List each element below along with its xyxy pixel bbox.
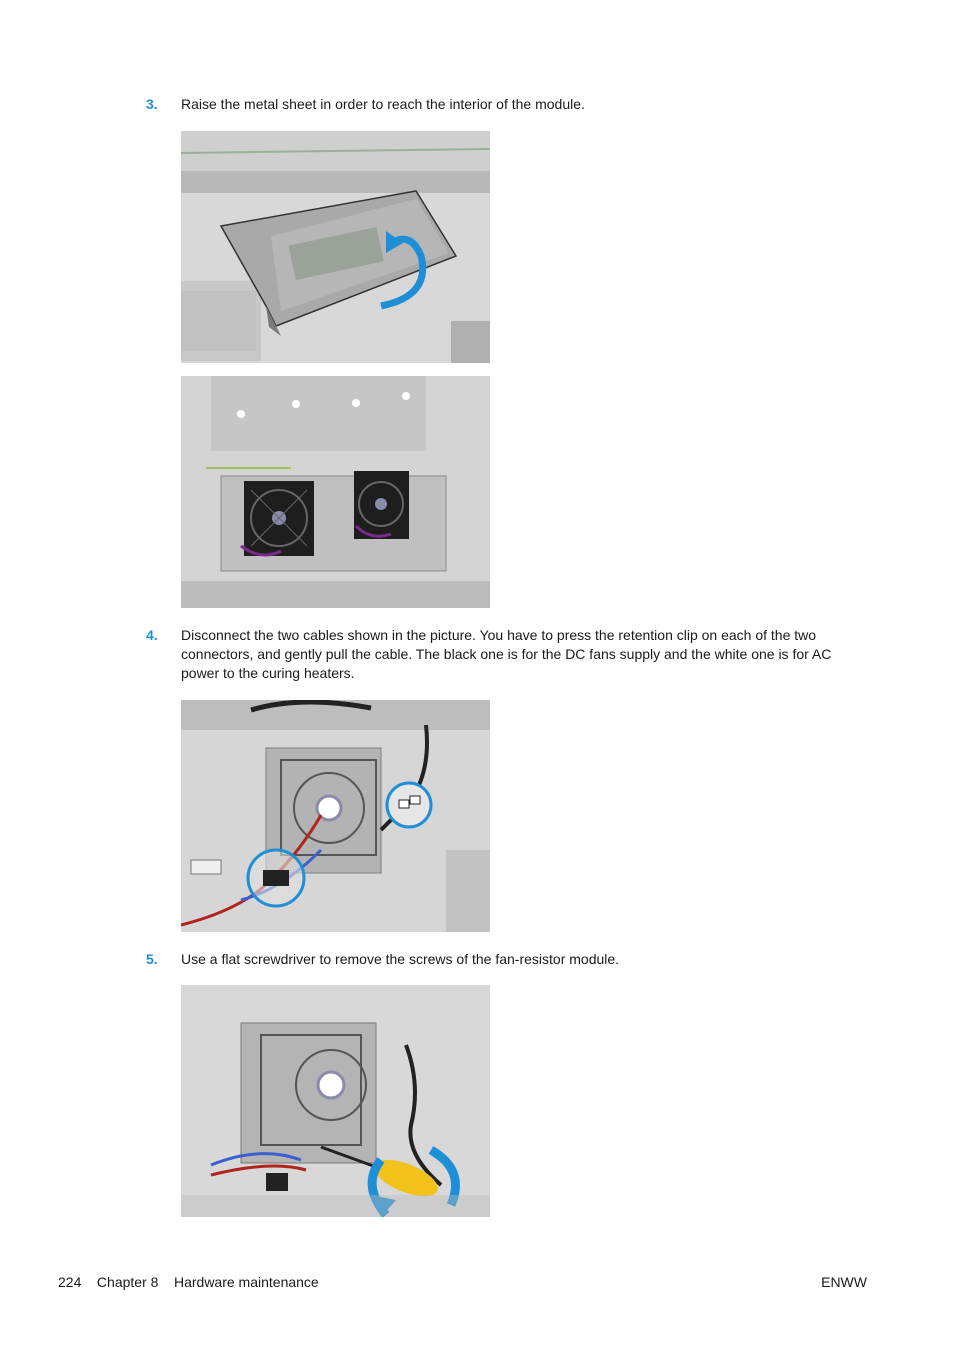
page-number: 224: [58, 1274, 82, 1290]
figure-remove-screws: [181, 985, 490, 1217]
cable-connectors-illustration: [181, 700, 490, 932]
step-text: Raise the metal sheet in order to reach the interior of the module.: [181, 96, 585, 112]
figure-fans-exposed: [181, 376, 490, 608]
figure-raise-metal-sheet: [181, 131, 490, 363]
chapter-title: Hardware maintenance: [173, 1274, 319, 1290]
footer-right: [821, 1273, 867, 1291]
screwdriver-illustration: [181, 985, 490, 1217]
step-text: Use a flat screwdriver to remove the screws of the fan-resistor module.: [181, 951, 620, 967]
document-code: ENWW: [821, 1274, 867, 1290]
figure-disconnect-cables: [181, 700, 490, 932]
fan-module-illustration: [181, 376, 490, 608]
step-number: 3.: [146, 96, 158, 112]
footer-left: [58, 1273, 319, 1291]
step-number: 4.: [146, 627, 158, 643]
printer-cover-illustration: [181, 131, 490, 363]
chapter-label: Chapter 8: [96, 1274, 159, 1290]
step-number: 5.: [146, 951, 158, 967]
step-text: Disconnect the two cables shown in the picture. You have to press the retention clip on each of the two connectors, and gently pull the cable. The black one is for the DC fans supply and the white one is for AC power to the curing heaters.: [181, 627, 832, 681]
